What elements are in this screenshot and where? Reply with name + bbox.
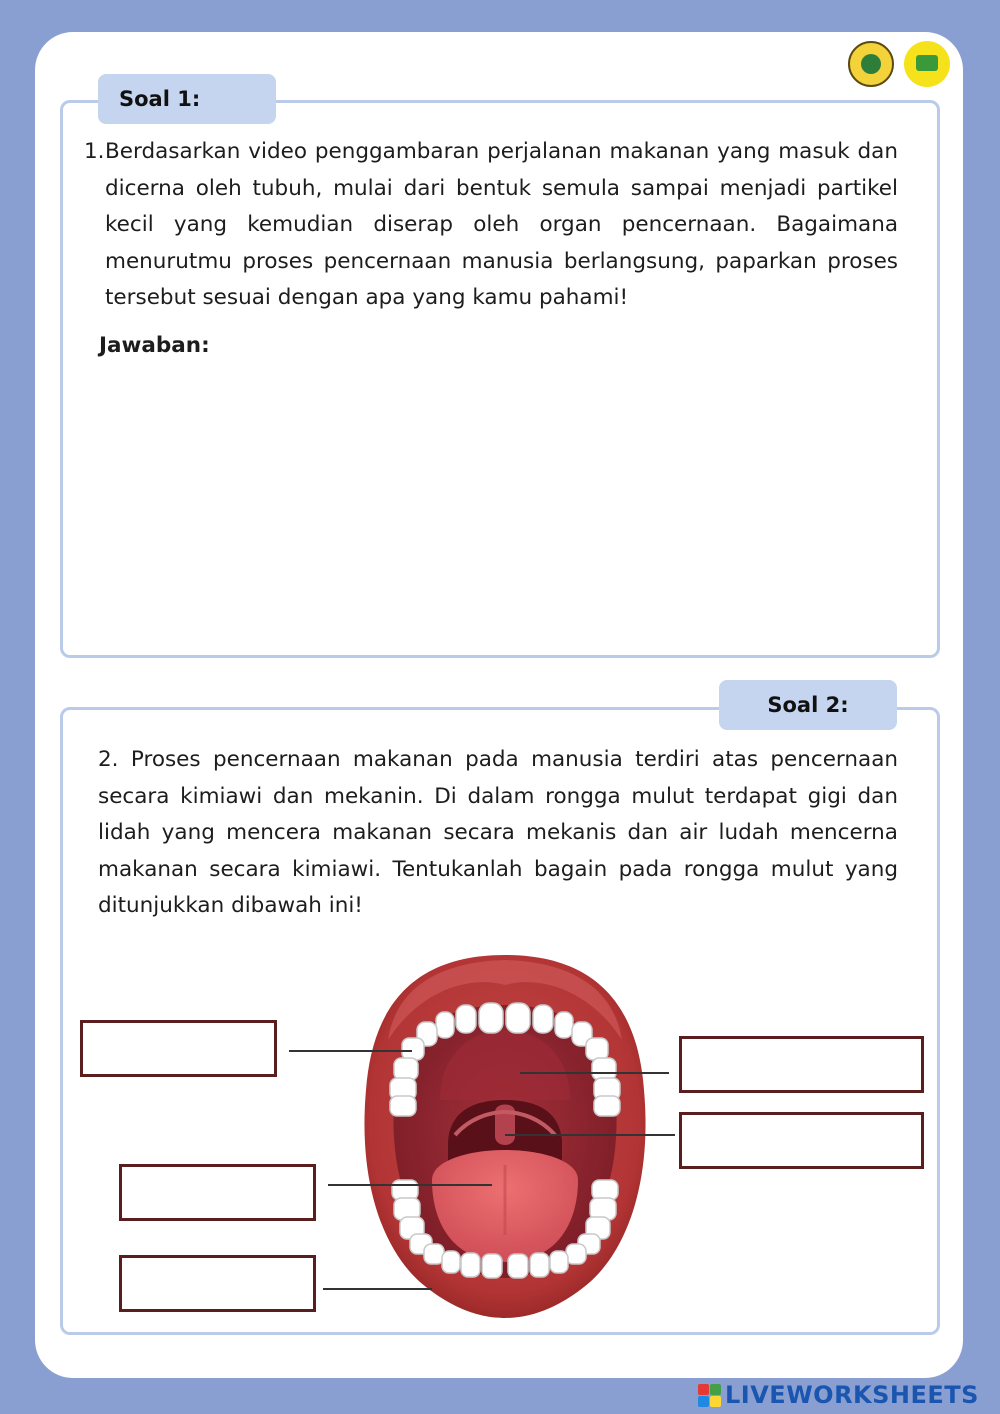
question-1-body: Berdasarkan video penggambaran perjalanan makanan yang masuk dan dicerna oleh tubuh, mulai dari bentuk semula sampai menjadi partikel kecil yang kemudian diserap oleh organ pencernaan. Bagaimana menurutmu proses pencernaan manusia berlangsung, paparkan proses tersebut sesuai dengan apa yang kamu pahami! [105, 139, 898, 310]
answer-box-lips[interactable] [119, 1255, 316, 1312]
header-logos [848, 40, 952, 88]
education-faculty-logo-icon [904, 41, 950, 87]
university-seal-icon [848, 41, 894, 87]
answer-box-uvula[interactable] [679, 1112, 924, 1169]
answer-area[interactable] [96, 372, 901, 642]
brand-text: LIVEWORKSHEETS [725, 1381, 979, 1409]
answer-label: Jawaban: [99, 333, 210, 358]
answer-box-tongue[interactable] [119, 1164, 316, 1221]
liveworksheets-brand[interactable] [698, 1381, 979, 1409]
question-1-tag: Soal 1: [98, 74, 276, 124]
question-1-text [84, 134, 898, 317]
answer-box-palate[interactable] [679, 1036, 924, 1093]
question-1-number: 1. [84, 139, 105, 164]
answer-box-teeth[interactable] [80, 1020, 277, 1077]
question-2-text: 2. Proses pencernaan makanan pada manusia terdiri atas pencernaan secara kimiawi dan mekanin. Di dalam rongga mulut terdapat gigi dan lidah yang mencera makanan secara mekanis dan air ludah mencerna makanan secara kimiawi. Tentukanlah bagain pada rongga mulut yang ditunjukkan dibawah ini! [98, 747, 898, 918]
question-2-tag: Soal 2: [719, 680, 897, 730]
liveworksheets-logo-icon [698, 1384, 721, 1407]
